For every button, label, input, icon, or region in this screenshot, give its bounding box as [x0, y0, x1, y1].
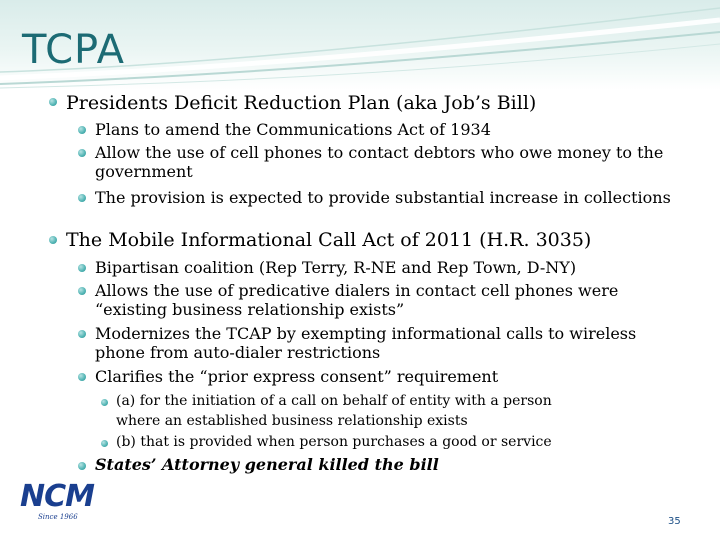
bullet-icon: [78, 264, 86, 272]
ncm-logo: [18, 479, 102, 523]
section-heading: Presidents Deficit Reduction Plan (aka Job’s Bill): [66, 92, 537, 114]
list-item: Clarifies the “prior express consent” requirement: [95, 367, 499, 386]
bullet-icon: [78, 126, 86, 134]
bullet-icon: [78, 462, 86, 470]
bullet-icon: [49, 236, 57, 244]
bullet-icon: [49, 98, 57, 106]
list-item: The provision is expected to provide substantial increase in collections: [95, 188, 671, 207]
page-number: 35: [668, 516, 681, 527]
list-item: Bipartisan coalition (Rep Terry, R-NE and Rep Town, D-NY): [95, 258, 577, 277]
bullet-icon: [78, 373, 86, 381]
bullet-icon: [78, 149, 86, 157]
sub-list-item-continuation: where an established business relationship exists: [116, 413, 468, 429]
sub-list-item: (a) for the initiation of a call on behalf of entity with a person: [116, 393, 552, 409]
section-heading: The Mobile Informational Call Act of 2011 (H.R. 3035): [66, 229, 592, 251]
logo-tagline: Since 1966: [38, 513, 78, 521]
slide-title: TCPA: [22, 27, 125, 73]
bullet-icon: [101, 440, 108, 447]
bullet-icon: [78, 194, 86, 202]
list-item: Allow the use of cell phones to contact debtors who owe money to the: [95, 143, 664, 162]
list-item-continuation: “existing business relationship exists”: [95, 300, 405, 319]
sub-list-item: (b) that is provided when person purchases a good or service: [116, 434, 552, 450]
list-item-continuation: government: [95, 162, 193, 181]
list-item: Allows the use of predicative dialers in contact cell phones were: [95, 281, 619, 300]
bullet-icon: [101, 399, 108, 406]
list-item-continuation: phone from auto-dialer restrictions: [95, 343, 381, 362]
list-item: Modernizes the TCAP by exempting informational calls to wireless: [95, 324, 637, 343]
bullet-icon: [78, 287, 86, 295]
logo-text: NCM: [20, 479, 94, 514]
bullet-icon: [78, 330, 86, 338]
list-item: Plans to amend the Communications Act of 1934: [95, 120, 491, 139]
closing-statement: States’ Attorney general killed the bill: [95, 455, 439, 474]
